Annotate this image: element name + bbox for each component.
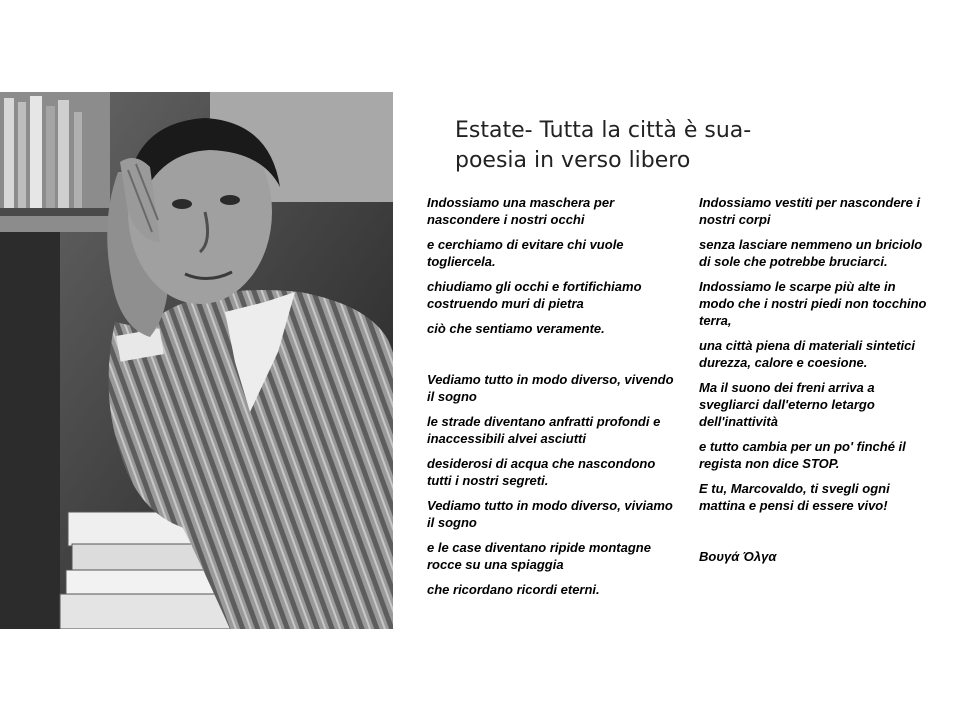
stanza: le strade diventano anfratti profondi e inaccessibili alvei asciutti: [427, 414, 661, 446]
stanza: desiderosi di acqua che nascondono tutti i nostri segreti.: [427, 456, 656, 488]
page-title: [455, 116, 855, 176]
stanza: ciò che sentiamo veramente.: [427, 321, 605, 336]
stanza: Ma il suono dei freni arriva a svegliarci dall'eterno letargo dell'inattività: [699, 380, 875, 429]
stanza: Indossiamo una maschera per nascondere i nostri occhi: [427, 195, 615, 227]
stanza: Vediamo tutto in modo diverso, vivendo il sogno: [427, 372, 674, 404]
poem-left-column: [427, 194, 692, 598]
stanza: una città piena di materiali sintetici durezza, calore e coesione.: [699, 338, 916, 370]
stanza: e tutto cambia per un po' finché il regista non dice STOP.: [699, 439, 906, 471]
stanza: Vediamo tutto in modo diverso, viviamo il sogno: [427, 498, 673, 530]
poem-right-column: [699, 194, 949, 565]
stanza: e cerchiamo di evitare chi vuole togliercela.: [427, 237, 624, 269]
stanza: Indossiamo le scarpe più alte in modo che i nostri piedi non tocchino terra,: [699, 279, 927, 328]
stanza: senza lasciare nemmeno un briciolo di sole che potrebbe bruciarci.: [699, 237, 923, 269]
author-signature: Βουγά Όλγα: [699, 549, 777, 564]
title-line-2: poesia in verso libero: [455, 148, 691, 173]
stanza: E tu, Marcovaldo, ti svegli ogni mattina e pensi di essere vivo!: [699, 481, 890, 513]
stanza: e le case diventano ripide montagne rocce su una spiaggia: [427, 540, 651, 572]
stanza: che ricordano ricordi eterni.: [427, 582, 600, 597]
portrait-photo: [0, 92, 393, 629]
title-line-1: Estate- Tutta la città è sua-: [455, 118, 752, 143]
stanza: chiudiamo gli occhi e fortifichiamo costruendo muri di pietra: [427, 279, 642, 311]
portrait-photo-icon: [0, 92, 393, 629]
stanza: Indossiamo vestiti per nascondere i nostri corpi: [699, 195, 921, 227]
